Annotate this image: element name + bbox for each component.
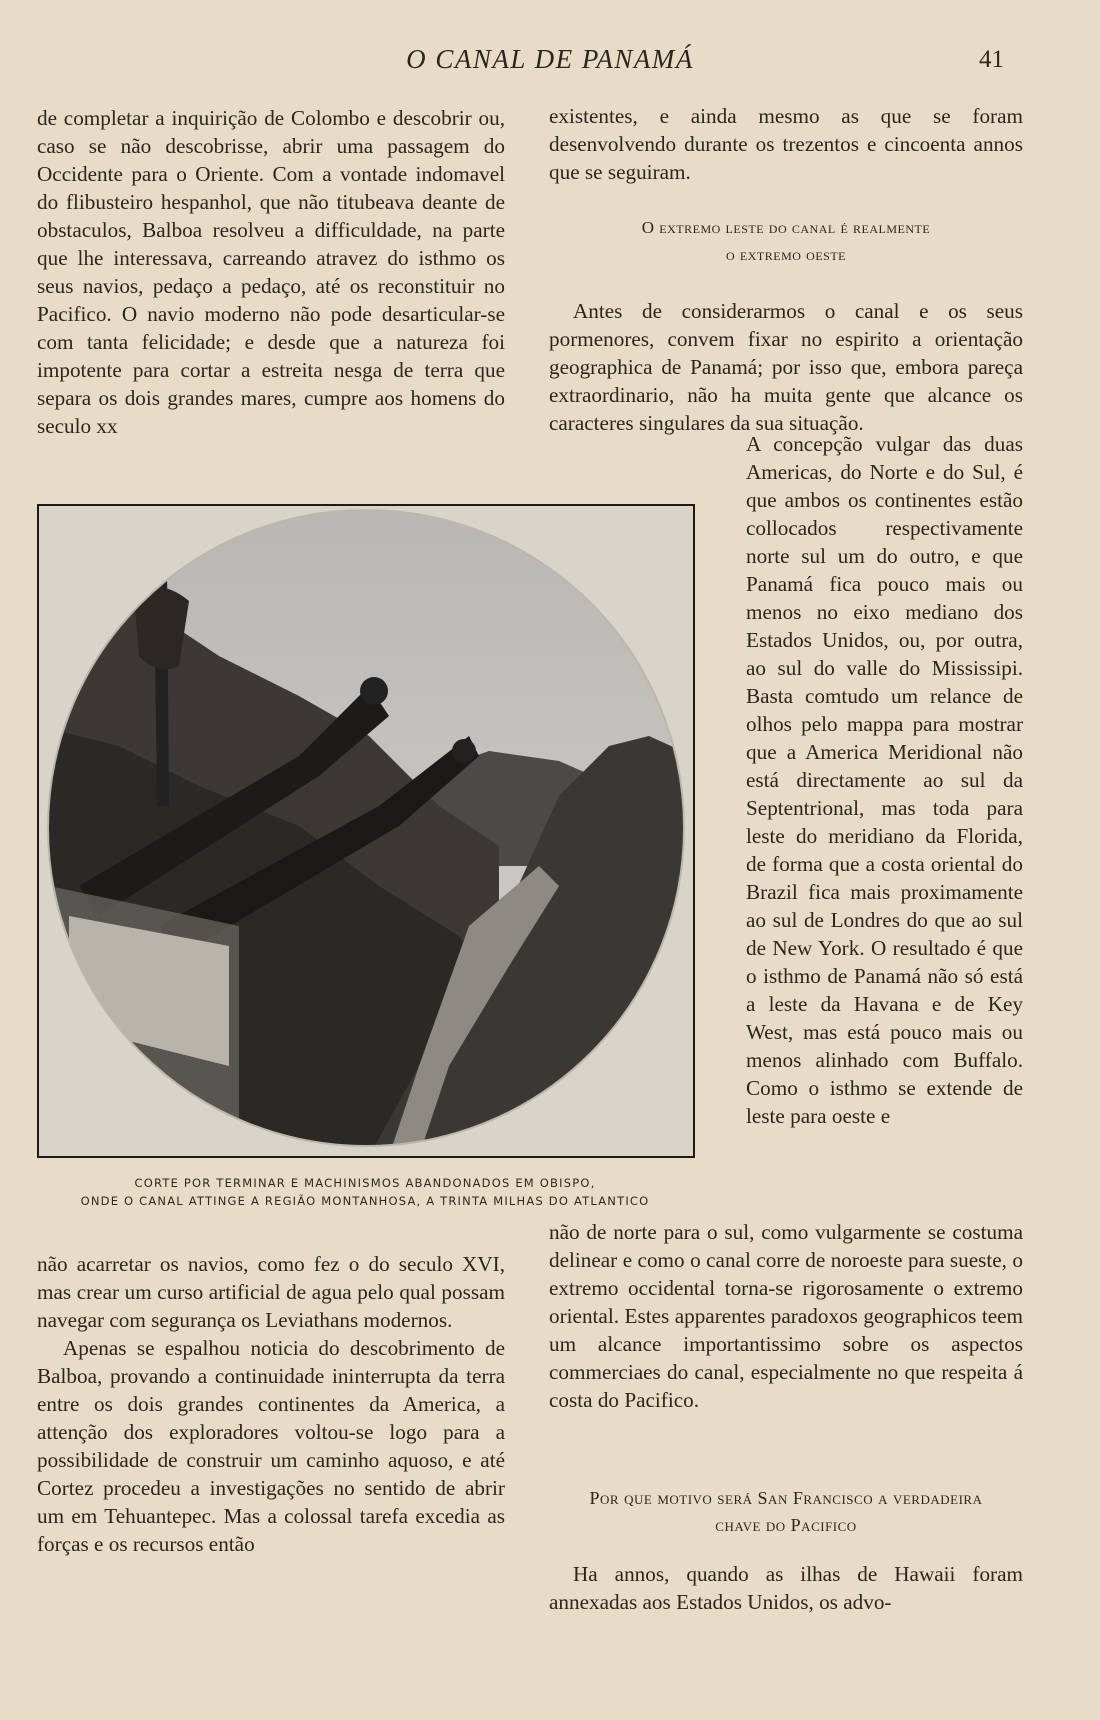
photograph xyxy=(37,504,695,1158)
paragraph: não acarretar os navios, como fez o do seculo XVI, mas crear um curso artificial de agua pelo qual possam navegar com segurança os Leviathans modernos. xyxy=(37,1252,505,1332)
figure-caption xyxy=(40,1174,690,1210)
heading-line: chave do Pacifico xyxy=(715,1515,857,1535)
running-title: O CANAL DE PANAMÁ xyxy=(406,44,694,74)
heading-line: Por que motivo será San Francisco a verdadeira xyxy=(589,1488,983,1508)
right-column-lead xyxy=(549,297,1023,437)
right-column-continued xyxy=(549,1218,1023,1414)
paragraph: Ha annos, quando as ilhas de Hawaii foram annexadas aos Estados Unidos, os advo- xyxy=(549,1562,1023,1614)
right-column-narrow xyxy=(746,430,1023,1130)
right-column-top xyxy=(549,102,1023,186)
paragraph: Apenas se espalhou noticia do descobrimento de Balboa, provando a continuidade ininterrupta da terra entre os dois grandes continentes da America, a attenção dos exploradores voltou-se logo para a possibilidade de construir um caminho aquoso, e até Cortez procedeu a investigações no sentido de abrir um em Tehuantepec. Mas a colossal tarefa excedia as forças e os recursos então xyxy=(37,1336,505,1556)
caption-line: ONDE O CANAL ATTINGE A REGIÃO MONTANHOSA, A TRINTA MILHAS DO ATLANTICO xyxy=(80,1194,650,1208)
paragraph: existentes, e ainda mesmo as que se foram desenvolvendo durante os trezentos e cincoenta annos que se seguiram. xyxy=(549,104,1023,184)
heading-line: o extremo oeste xyxy=(726,245,846,264)
paragraph: de completar a inquirição de Colombo e descobrir ou, caso se não descobrisse, abrir uma passagem do Occidente para o Oriente. Com a vontade indomavel do flibusteiro hespanhol, que não titubeava deante de obstaculos, Balboa resolveu a difficuldade, na parte que lhe interessava, carreando atravez do isthmo os seus navios, pedaço a pedaço, até os reconstituir no Pacifico. O navio moderno não pode desarticular-se com tanta felicidade; e desde que a natureza foi impotente para cortar a estreita nesga de terra que separa os dois grandes mares, cumpre aos homens do seculo xx xyxy=(37,106,505,438)
paragraph: não de norte para o sul, como vulgarmente se costuma delinear e como o canal corre de noroeste para sueste, o extremo occidental torna-se rigorosamente o extremo oriental. Estes apparentes paradoxos geographicos teem um alcance importantissimo sobre os aspectos commerciaes do canal, especialmente no que respeita á costa do Pacifico. xyxy=(549,1220,1023,1412)
heading-line: O extremo leste do canal é realmente xyxy=(641,218,931,237)
paragraph: Antes de considerarmos o canal e os seus pormenores, convem fixar no espirito a orientação geographica de Panamá; por isso que, embora pareça extraordinario, não ha muita gente que alcance os caracteres singulares da sua situação. xyxy=(549,299,1023,435)
section-heading xyxy=(549,214,1023,268)
section-heading xyxy=(549,1485,1023,1539)
caption-line: CORTE POR TERMINAR E MACHINISMOS ABANDONADOS EM OBISPO, xyxy=(134,1176,596,1190)
photo-canal-excavation xyxy=(39,506,693,1156)
page-number: 41 xyxy=(979,46,1004,73)
left-column-top xyxy=(37,104,505,440)
right-column-bottom xyxy=(549,1560,1023,1616)
left-column-bottom xyxy=(37,1250,505,1558)
paragraph: A concepção vulgar das duas Americas, do Norte e do Sul, é que ambos os continentes estão collocados respectivamente norte sul um do outro, e que Panamá fica pouco mais ou menos no eixo mediano dos Estados Unidos, ou, por outra, ao sul do valle do Mississipi. Basta comtudo um relance de olhos pelo mappa para mostrar que a America Meridional não está directamente ao sul da Septentrional, mas toda para leste do meridiano da Florida, de forma que a costa oriental do Brazil fica mais proximamente ao sul de Londres do que ao sul de New York. O resultado é que o isthmo de Panamá não só está a leste da Havana e de Key West, mas está pouco mais ou menos alinhado com Buffalo. Como o isthmo se extende de leste para oeste e xyxy=(746,432,1023,1128)
